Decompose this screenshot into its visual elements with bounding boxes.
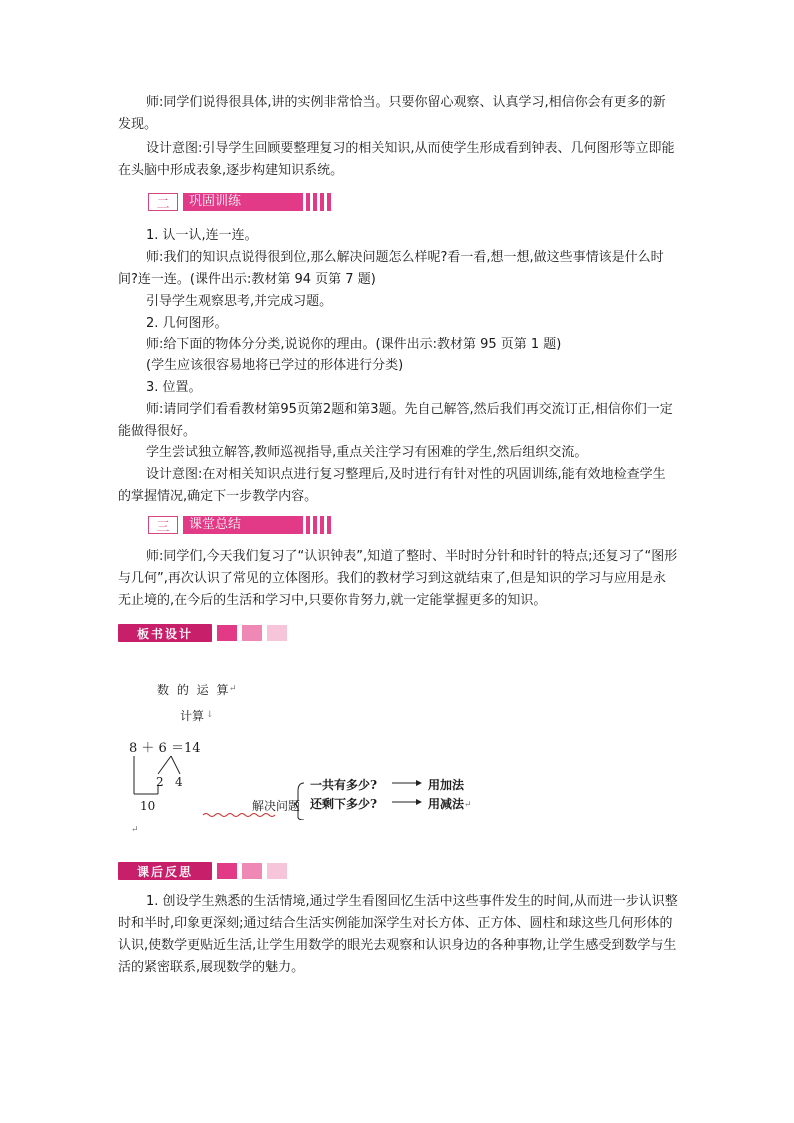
board-design-label: 板书设计 (118, 624, 212, 642)
decor-bar (327, 193, 331, 211)
decor-bar (306, 516, 310, 534)
reflection-paragraph: 1. 创设学生熟悉的生活情境,通过学生看图回忆生活中这些事件发生的时间,从而进一步认识整时和半时,印象更深刻;通过结合生活实例能加深学生对长方体、正方体、圆柱和球这些几何形体的认识,使数学更贴近生活,让学生用数学的眼光去观察和认识身边的各种事物,让学生感受到数学与生活的紧密联系,展现数学的魅力。 (118, 894, 678, 975)
sum-ten: 10 (140, 799, 156, 813)
paragraph-mark: ↵ (229, 684, 237, 694)
question-remaining: 还剩下多少? (310, 797, 378, 811)
decor-square (242, 863, 262, 879)
decor-square (217, 863, 237, 879)
board-title: 数 的 运 算 (157, 683, 231, 697)
answer-addition: 用加法 (428, 778, 465, 792)
decor-square (217, 625, 237, 641)
answer-subtraction: 用减法 (428, 797, 465, 811)
split-number-4: 4 (175, 775, 183, 789)
decor-bar (313, 193, 317, 211)
section-number: 三 (148, 516, 178, 534)
paragraph-mark: ↵ (131, 825, 139, 835)
exercise-3-students: 学生尝试独立解答,教师巡视指导,重点关注学习有困难的学生,然后组织交流。 (146, 445, 588, 460)
paragraph-mark: ↵ (464, 800, 472, 810)
exercise-3-teacher: 师:请同学们看看教材第95页第2题和第3题。先自己解答,然后我们再交流订正,相信你们一定能做得很好。 (118, 402, 673, 439)
exercise-1-heading: 1. 认一认,连一连。 (146, 228, 258, 243)
decor-square (267, 625, 287, 641)
decor-bar (320, 193, 324, 211)
board-design-label-block (118, 623, 287, 643)
exercise-2-teacher: 师:给下面的物体分分类,说说你的理由。(课件出示:教材第 95 页第 1 题) (146, 337, 562, 352)
intro-design-intent: 设计意图:引导学生回顾要整理复习的相关知识,从而使学生形成看到钟表、几何图形等立即能在头脑中形成表象,逐步构建知识系统。 (118, 141, 675, 178)
reflection-label-block (118, 861, 287, 881)
section-header-summary (148, 515, 334, 535)
exercise-2-heading: 2. 几何图形。 (146, 316, 228, 331)
exercise-3-heading: 3. 位置。 (146, 380, 202, 395)
section2-design-intent: 设计意图:在对相关知识点进行复习整理后,及时进行有针对性的巩固训练,能有效地检查学生的掌握情况,确定下一步教学内容。 (118, 467, 666, 504)
exercise-1-teacher: 师:我们的知识点说得很到位,那么解决问题怎么样呢?看一看,想一想,做这些事情该是什么时间?连一连。(课件出示:教材第 94 页第 7 题) (118, 250, 664, 287)
section-title: 巩固训练 (183, 193, 303, 211)
decor-bar (306, 193, 310, 211)
reflection-label: 课后反思 (118, 862, 212, 880)
paragraph-mark: ↓ (206, 710, 214, 720)
intro-paragraph-1: 师:同学们说得很具体,讲的实例非常恰当。只要你留心观察、认真学习,相信你会有更多的新发现。 (118, 95, 666, 132)
board-subtitle: 计算 (180, 709, 205, 723)
exercise-1-guide: 引导学生观察思考,并完成习题。 (146, 294, 333, 309)
decor-square (242, 625, 262, 641)
split-number-2: 2 (156, 775, 164, 789)
equation: 8 ＋ 6 ＝14 (129, 741, 201, 756)
decor-bar (327, 516, 331, 534)
decor-bar (320, 516, 324, 534)
section-number: 二 (148, 193, 178, 211)
summary-paragraph: 师:同学们,今天我们复习了“认识钟表”,知道了整时、半时时分针和时针的特点;还复习了“图形与几何”,再次认识了常见的立体图形。我们的教材学习到这就结束了,但是知识的学习与应用是永无止境的,在今后的生活和学习中,只要你肯努力,就一定能掌握更多的知识。 (118, 549, 678, 608)
decor-square (267, 863, 287, 879)
exercise-2-note: (学生应该很容易地将已学过的形体进行分类) (146, 358, 404, 373)
section-title: 课堂总结 (183, 516, 303, 534)
question-total: 一共有多少? (310, 778, 378, 792)
solve-problems-label: 解决问题 (252, 799, 301, 813)
section-header-consolidation (148, 192, 334, 212)
decor-bar (313, 516, 317, 534)
